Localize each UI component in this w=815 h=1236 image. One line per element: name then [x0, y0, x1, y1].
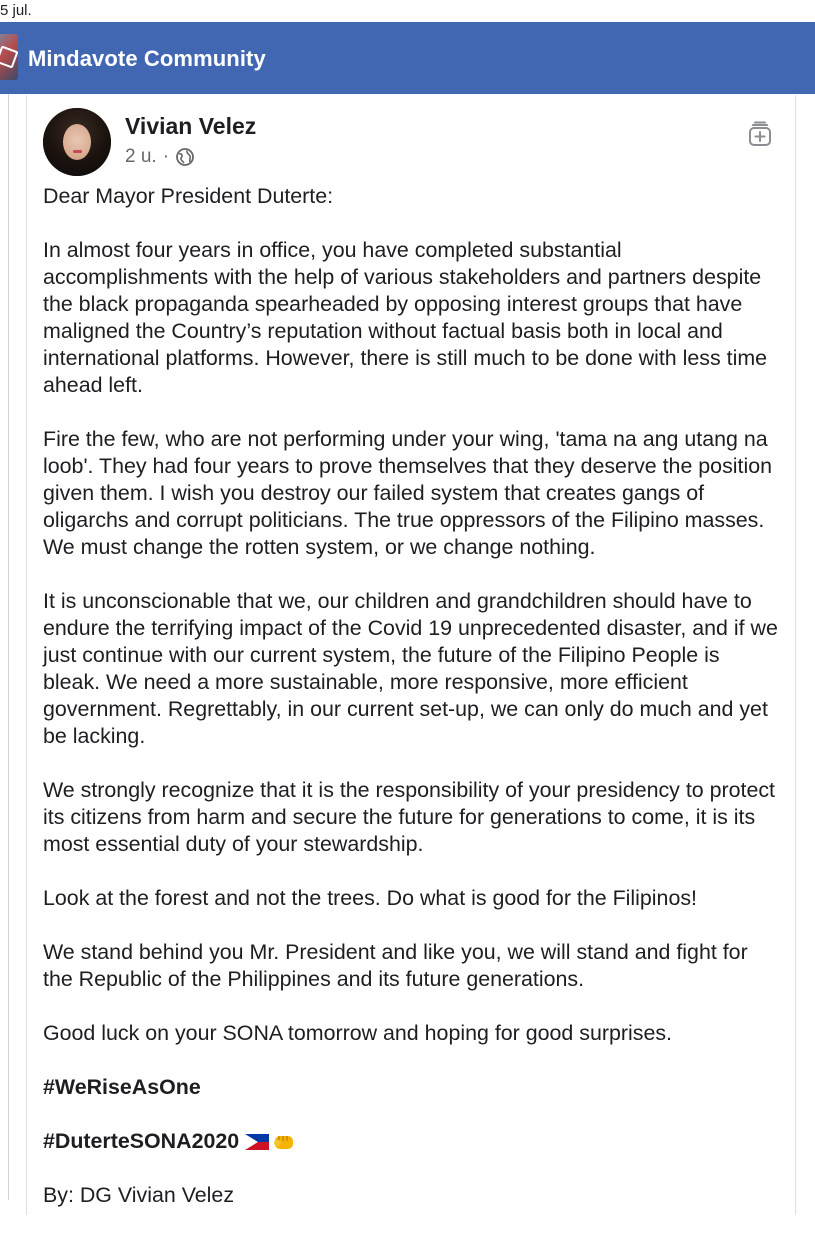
globe-icon[interactable]	[175, 147, 195, 167]
author-name[interactable]: Vivian Velez	[125, 113, 257, 139]
post-time[interactable]: 2 u.	[125, 146, 157, 167]
post-paragraph: We strongly recognize that it is the responsibility of your presidency to protect its citizens from harm and secure the future for generations to come, it is its most essential duty of your stewardship.	[43, 778, 775, 856]
hashtag-line	[43, 1074, 781, 1101]
save-collection-icon[interactable]	[746, 120, 774, 148]
philippines-flag-icon	[245, 1134, 269, 1150]
avatar[interactable]	[43, 108, 111, 176]
group-thumbnail[interactable]	[0, 34, 18, 80]
salutation: Dear Mayor President Duterte:	[43, 184, 334, 208]
post-meta	[125, 146, 195, 168]
hashtag-line	[43, 1128, 781, 1155]
hashtag-link[interactable]: #WeRiseAsOne	[43, 1075, 201, 1099]
date-fragment: 5 jul.	[0, 2, 32, 19]
signature: By: DG Vivian Velez	[43, 1183, 235, 1207]
fist-icon	[273, 1131, 295, 1151]
thread-line	[8, 94, 9, 1200]
closing-line: Good luck on your SONA tomorrow and hoping for good surprises.	[43, 1021, 672, 1045]
post-paragraph: Look at the forest and not the trees. Do what is good for the Filipinos!	[43, 886, 697, 910]
group-header-bar[interactable]	[0, 22, 815, 94]
avatar-lips	[73, 150, 82, 153]
post-body	[43, 183, 781, 1236]
hashtag-link[interactable]: #DuterteSONA2020	[43, 1129, 240, 1153]
post-paragraph: In almost four years in office, you have completed substantial accomplishments with the help of various stakeholders and partners despite the black propaganda spearheaded by opposing interest groups that have maligned the Country’s reputation without factual basis both in local and international platforms. However, there is still much to be done with less time ahead left.	[43, 238, 768, 397]
group-name[interactable]: Mindavote Community	[28, 46, 266, 71]
meta-separator: ·	[162, 146, 170, 167]
avatar-face	[63, 124, 91, 160]
post-paragraph: Fire the few, who are not performing under your wing, 'tama na ang utang na loob'. They had four years to prove themselves that they deserve the position given them. I wish you destroy our failed system that creates gangs of oligarchs and corrupt politicians. The true oppressors of the Filipino masses. We must change the rotten system, or we change nothing.	[43, 427, 773, 559]
status-strip	[0, 0, 815, 22]
post-paragraph: It is unconscionable that we, our children and grandchildren should have to endure the terrifying impact of the Covid 19 unprecedented disaster, and if we just continue with our current system, the future of the Filipino People is bleak. We need a more sustainable, more responsive, more efficient government. Regrettably, in our current set-up, we can only do much and yet be lacking.	[43, 589, 778, 748]
post-paragraph: We stand behind you Mr. President and like you, we will stand and fight for the Republic of the Philippines and its future generations.	[43, 940, 748, 991]
